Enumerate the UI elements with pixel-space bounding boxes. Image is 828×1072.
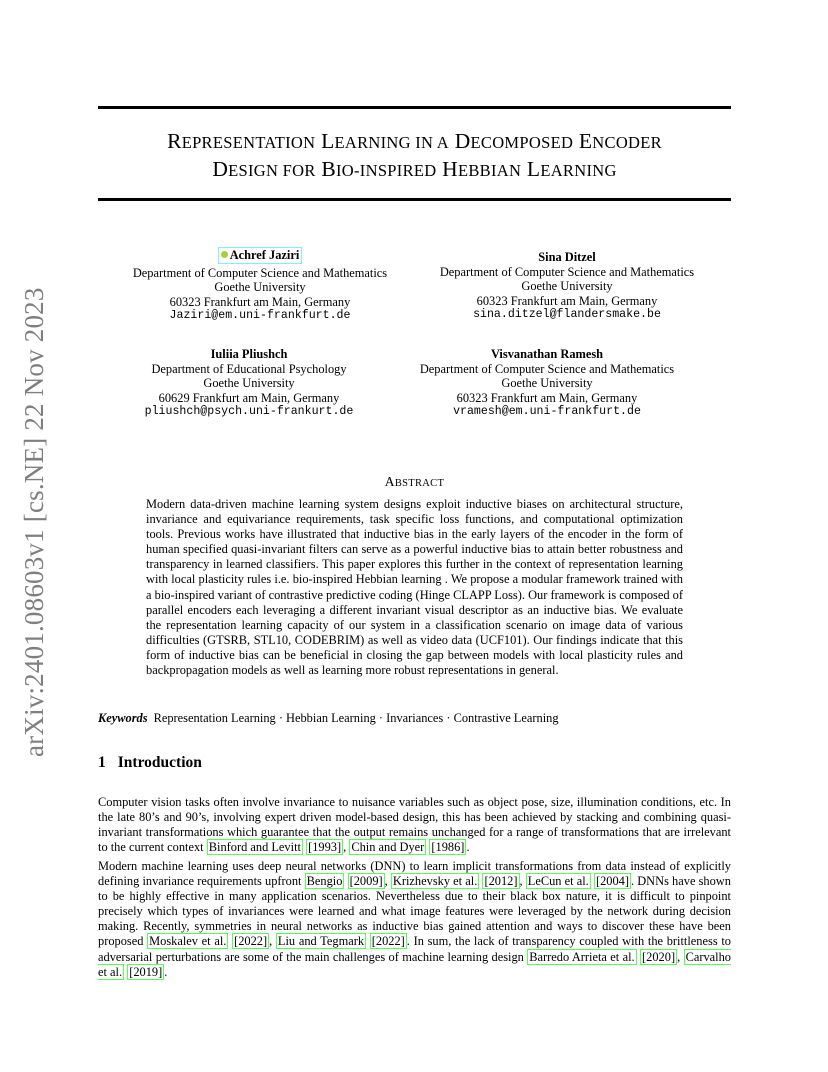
section-number: 1: [98, 754, 106, 771]
author-block-3: [100, 347, 398, 420]
citation-link[interactable]: Bengio: [306, 874, 343, 889]
citation-year-link[interactable]: [2012]: [484, 874, 518, 889]
author-email: pliushch@psych.uni-frankurt.de: [144, 405, 354, 419]
author-city: 60323 Frankfurt am Main, Germany: [456, 390, 638, 405]
author-email: Jaziri@em.uni-frankfurt.de: [169, 309, 351, 323]
author-university: Goethe University: [521, 279, 613, 294]
citation-year-link[interactable]: [2019]: [129, 964, 163, 979]
author-city: 60323 Frankfurt am Main, Germany: [476, 293, 658, 308]
author-city: 60629 Frankfurt am Main, Germany: [158, 390, 340, 405]
keywords-line: [98, 711, 731, 726]
section-title: Introduction: [117, 754, 202, 771]
intro-paragraph-2: Modern machine learning uses deep neural networks (DNN) to learn implicit transformations from data instead of explicitly defining invariance requirements upfront Bengio [2009] , Krizhevsky et al. [2012] , LeCun et al. [2004] . DNNs have shown to be highly effective in many application scenarios. Nevertheless due to their black box nature, it is difficult to pinpoint precisely which types of invariances were learned and what image features were leveraged by the network during decision making. Recently, symmetries in neural networks as inductive bias gained attention and ways to discover these have been proposed Moskalev et al. [2022] , Liu and Tegmark [2022] . In sum, the lack of transparency coupled with the brittleness to adversarial perturbations are some of the main challenges of machine learning design Barredo Arrieta et al. [2020] , Carvalho et al. [2019] .: [98, 859, 731, 979]
intro-paragraph-1: Computer vision tasks often involve invariance to nuisance variables such as object pose, size, illumination conditions, etc. In the late 80’s and 90’s, involving expert driven model-based design, this has been achieved by stacking and combining quasi-invariant transformations which guarantee that the output remains unchanged for a range of transformations that are irrelevant to the current context Binford and Levitt [1993] , Chin and Dyer [1986] .: [98, 795, 731, 855]
title-line-1: REPRESENTATION LEARNING IN A DECOMPOSED ENCODER: [167, 129, 662, 153]
author-name: Sina Ditzel: [538, 250, 596, 264]
keywords-label: Keywords: [98, 711, 148, 725]
author-block-4: [398, 347, 696, 420]
citation-link[interactable]: Carvalho et al.: [98, 949, 731, 979]
top-rule: [98, 106, 731, 109]
author-university: Goethe University: [501, 376, 593, 391]
author-department: Department of Computer Science and Mathematics: [132, 265, 388, 280]
citation-link[interactable]: Krizhevsky et al.: [392, 874, 478, 889]
arxiv-identifier-stamp[interactable]: arXiv:2401.08603v1 [cs.NE] 22 Nov 2023: [19, 287, 49, 757]
paper-title: [98, 128, 731, 184]
citation-link[interactable]: Chin and Dyer: [351, 840, 425, 855]
abstract-heading: ABSTRACT: [384, 474, 445, 489]
author-email: sina.ditzel@flandersmake.be: [473, 308, 661, 322]
abstract-text: Modern data-driven machine learning system designs exploit inductive biases on architectural structure, invariance and equivariance requirements, task specific loss functions, and computational optimization tools. Previous works have illustrated that inductive bias in the early layers of the encoder in the form of human specified quasi-invariant filters can serve as a powerful inductive bias to attain better robustness and transparency in learned classifiers. This paper explores this further in the context of representation learning with local plasticity rules i.e. bio-inspired Hebbian learning . We propose a modular framework trained with a bio-inspired variant of contrastive predictive coding (Hinge CLAPP Loss). Our framework is composed of parallel encoders each leveraging a different invariant visual descriptor as an inductive bias. We evaluate the representation learning capacity of our system in a classification scenario on image data of various difficulties (GTSRB, STL10, CODEBRIM) as well as video data (UCF101). Our findings indicate that this form of inductive bias can be beneficial in closing the gap between models with local plasticity rules and backpropagation models as well as learning more robust representations in general.: [146, 497, 683, 678]
citation-year-link[interactable]: [1993]: [308, 840, 342, 855]
citation-link[interactable]: Moskalev et al.: [149, 934, 227, 949]
citation-link[interactable]: Liu and Tegmark: [277, 934, 365, 949]
author-department: Department of Computer Science and Mathematics: [439, 264, 695, 279]
author-link-box[interactable]: Achref Jaziri: [218, 247, 303, 264]
section-heading-introduction: [98, 754, 202, 772]
citation-year-link[interactable]: [2020]: [642, 949, 676, 964]
author-department: Department of Educational Psychology: [151, 361, 347, 376]
citation-year-link[interactable]: [2022]: [234, 934, 268, 949]
author-name: Visvanathan Ramesh: [490, 347, 604, 361]
author-city: 60323 Frankfurt am Main, Germany: [169, 294, 351, 309]
citation-year-link[interactable]: [2022]: [371, 934, 405, 949]
orcid-icon[interactable]: [221, 251, 228, 258]
author-email: vramesh@em.uni-frankfurt.de: [453, 405, 641, 419]
bottom-rule: [98, 198, 731, 201]
author-block-1: [100, 250, 420, 324]
title-line-2: DESIGN FOR BIO-INSPIRED HEBBIAN LEARNING: [212, 157, 617, 181]
keywords-text: Representation Learning · Hebbian Learning · Invariances · Contrastive Learning: [153, 711, 559, 725]
citation-year-link[interactable]: [1986]: [431, 840, 465, 855]
citation-link[interactable]: LeCun et al.: [527, 874, 589, 889]
author-name[interactable]: [100, 250, 420, 266]
citation-link[interactable]: Barredo Arrieta et al.: [529, 949, 635, 964]
citation-link[interactable]: Binford and Levitt: [208, 840, 301, 855]
author-department: Department of Computer Science and Mathematics: [419, 361, 675, 376]
author-name: Iuliia Pliushch: [210, 347, 288, 361]
citation-year-link[interactable]: [2004]: [595, 874, 629, 889]
citation-year-link[interactable]: [2009]: [349, 874, 383, 889]
author-block-2: [418, 250, 716, 323]
author-university: Goethe University: [214, 280, 306, 295]
author-university: Goethe University: [203, 376, 295, 391]
